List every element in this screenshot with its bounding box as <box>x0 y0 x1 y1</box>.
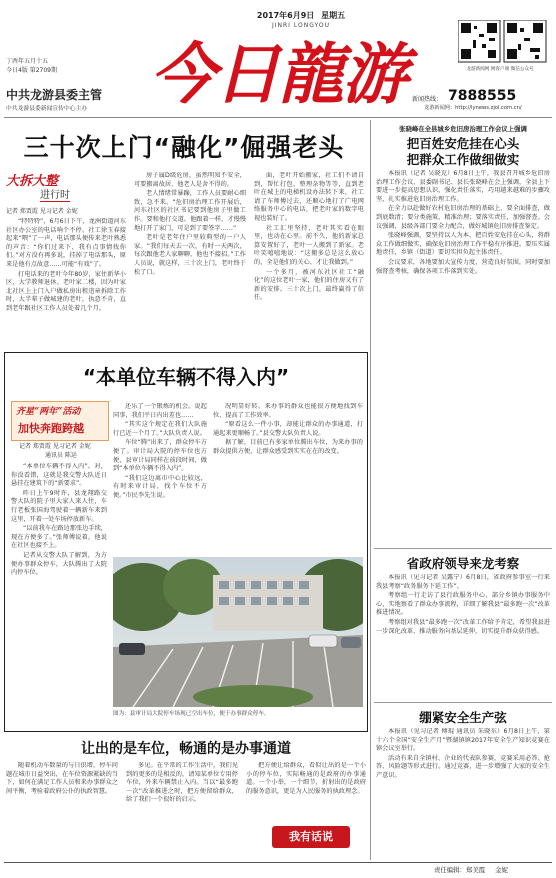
paragraph: 还乐了一个锻炼的机会。说起同事，我们平日内出差也…… <box>113 403 207 419</box>
issue-date <box>236 10 366 21</box>
paragraph: 面，老叶开始搬家，社工们不请自到，帮忙打包、整理杂物等等，直到老叶在城上的电梯机设办法转下来，社工请了车师傅过去，还顺心地打了广电网络服务中心的电话，把老叶家的数字电视也装好了。 <box>254 172 364 222</box>
paragraph: 随着机动车数量的与日俱增，停车问题在城市日益突出，在车位资源紧缺的当下，如何在满足工作人员和来办事群众之间平衡，考验着政府公仆的执政智慧。 <box>6 762 118 795</box>
article-right-2 <box>374 550 552 700</box>
paragraph: “以前我车在路边那张边手续，现在方便多了。”张师傅说着，他说在社区也接不上。 <box>11 525 107 550</box>
paragraph: 记者从交警大队了解到，为方便办事群众停车，大队腾出了大院内停车位。 <box>11 551 107 577</box>
right2-headline: 省政府领导来龙考察 <box>406 556 520 571</box>
tag-subtitle: 进行时 <box>40 186 70 202</box>
paragraph: 张晓峰强调，要坚持以人为本，把百姓安危挂在心头，将群众工作做细做实，确保危旧房治理工作平稳有序推进。要压实属地责任，乡镇（街道）要切实担负起主体责任。 <box>376 232 550 257</box>
paragraph: 况明显好转。来办事的群众也能很方便地找到车位，提高了工作效率。 <box>213 403 363 419</box>
paragraph: 考察组一行走访了县行政服务中心、部分乡镇办事服务中心，实地察看了群众办事流程，详细了解我县“最多跑一次”改革推进情况。 <box>376 592 550 617</box>
right3-body <box>376 728 550 850</box>
box-byline-a: 记者 郑贾霞 见习记者 金妮 <box>19 443 91 450</box>
hotline-number: 7888555 <box>448 88 517 104</box>
website: 龙游新闻网：http://lynews.zjol.com.cn/ <box>424 105 522 111</box>
paragraph: 本报讯（见习记者 吴露宁）6月8日，省政府参事室一行来我县考察“政务服务下延工作”。 <box>376 574 550 590</box>
box-col-1 <box>11 463 107 727</box>
paragraph: 本报讯（见习记者 傅琨 通讯员 朱晓东）6月8日上午，第十六个全国“安全生产月”暨湖镇镇2017年安全生产知识竞赛在镇会议室举行。 <box>376 728 550 753</box>
article-bottom <box>4 736 368 856</box>
paragraph: 社工汇里坚持，老叶其实看在眼里，也动在心里。前不久，他的新家总算安置好了，老叶一人搬到了新家。老叶笑嘻嘻地说：“这搬多总是这么放心的，全是他们的关心、才让我做到。” <box>254 224 364 266</box>
article-main <box>4 120 368 352</box>
paragraph: 多见。在平常的工作生活中，我们见到的更多的是相反的，请知某单位专用停车位，外来车辆禁止入内。当以“最多跑一次”改革推进之时，把方便留给群众，给了我们一个很好的启示。 <box>126 762 238 804</box>
main-col-2 <box>134 172 246 350</box>
footer-editor <box>434 865 508 874</box>
qr-code-block <box>458 20 548 66</box>
main-headline: 三十次上门“融化”倔强老头 <box>23 133 345 162</box>
column-tag <box>6 170 90 206</box>
pinyin-title: JINRI LONGYOU <box>271 22 330 29</box>
paragraph: 车位“腾”出来了，群众停车方便了。审计局大院的停车位也方便，县审计局同样在前段时间，做到“本单位车辆不得入内”。 <box>113 439 207 473</box>
right1-headline-2: 把群众工作做细做实 <box>406 152 520 167</box>
paragraph: 活动有来自全镇村、企业的代表队参赛，竞赛采用必答、抢答、风险题等形式进行。通过竞赛，进一步增强了大家的安全生产意识。 <box>376 754 550 779</box>
paragraph: 本报讯（记者 吴晓克）6月8日上午，我县召开城乡危旧房治理工作会议，县委副书记、县长张晓峰在会上强调，全县上下要进一步提高思想认识，强化责任落实，巧用越来越难的步骤攻坚，扎实推进危旧房治理工作。 <box>376 170 550 203</box>
right-divider-1 <box>374 548 552 549</box>
bottom-headline: 让出的是车位，畅通的是办事通道 <box>81 741 291 757</box>
box-col-2 <box>113 403 207 553</box>
box-headline: “本单位车辆不得入内” <box>82 365 290 389</box>
masthead <box>0 0 556 118</box>
article-right-1 <box>374 120 552 560</box>
article-box <box>4 352 368 732</box>
banner-line-2: 加快奔跑跨越 <box>18 422 84 435</box>
right1-kicker: 张晓峰在全县城乡危旧房治理工作会议上强调 <box>399 125 527 133</box>
paragraph: “特特特”，6月6日下午，龙洲街道河东社区办公室的电话响个不停。社工徐玉春接起来“喂”了一声，电话那头便传来老叶熟悉的声音：“你们过来下，我有点事情找你们。”对方没有再多说，挂掉了电话那头，原来是他有点故意……可能“有戏”了。 <box>6 218 126 268</box>
bottom-col-1 <box>6 762 118 854</box>
banner-line-1: 齐星“两年”活动 <box>16 407 81 417</box>
box-col-3 <box>213 403 363 513</box>
proofreader-name: 金妮 <box>495 866 508 874</box>
publisher-sub: 中共龙游县委新闻宣传中心主办 <box>6 106 88 112</box>
right3-headline: 绷紧安全生产弦 <box>419 710 507 725</box>
paragraph: “我们这边离市中心比较远，有时来审计局，找个车位不方便。”市民李先生说。 <box>113 474 207 499</box>
photo-image <box>113 557 363 707</box>
main-col-3 <box>254 172 364 350</box>
bottom-col-3 <box>246 762 366 820</box>
right-divider-2 <box>374 702 552 703</box>
paragraph: 据了解，目前已有多家单位腾出车位，为来办事的群众提供方便，让群众感受到实实在在的改变。 <box>213 439 363 455</box>
issue-number: 今日4版 第2709期 <box>6 67 57 74</box>
paragraph: 一个多月，被河东社区社工“融化”的这位老叶一家，他们的住房又有了新的安排。三十次上门，最终赢得了信任。 <box>254 268 364 302</box>
lunar-date: 丁酉年五月十五 <box>6 58 49 65</box>
right1-body <box>376 170 550 554</box>
weekday: 星期五 <box>321 11 346 20</box>
paragraph: 考察组对我县“最多跑一次”改革工作给予肯定，希望我县进一步深化改革，推动服务向基层延伸，切实提升群众获得感。 <box>376 618 550 635</box>
paragraph: 打电话来的老叶今年80岁，家住新华小区，大学教师退休。老叶家二楼，因为叶家北社区上上门入户做私房出租违章拆除工作时，大半辈子做城建的老叶，执意不肯，直到老年跟社区工作人员处着几个月。 <box>6 270 126 312</box>
paragraph: 在全力以赴做好农村危旧房治理的基础上，要全面排查，做到底数清；要分类施策，精准治理；要落实责任，加强督查。会议强调，县级各部门要全力配合，做好城镇危旧房排查鉴定。 <box>376 205 550 230</box>
date: 2017年6月9日 <box>256 11 315 20</box>
comment-stamp: 我有话说 <box>272 826 350 848</box>
box-byline-b: 通讯员 陈运 <box>45 452 77 459</box>
column-divider <box>370 120 371 860</box>
paragraph: 把方便让给群众，看似让出的是一个小小的停车位，实际畅通的是政府的办事通道。一个小举，一个细节，折射出的是政府的服务意识，更是为人民服务的执政理念。 <box>246 762 366 795</box>
paragraph: 会议要求，各地要加大宣传力度，营造良好氛围，同时要加强督查考核，确保各项工作落到实处。 <box>376 258 550 275</box>
footer-rule <box>4 862 552 863</box>
parking-lot-photo <box>113 557 363 707</box>
paragraph: 房子属D级危房，虽然明知不安全，可要搬离故居，他老人是舍不得的。 <box>134 172 246 188</box>
photo-caption: 图为：县审计局大院停车场现已空出车位，便于办事群众停车。 <box>113 711 270 717</box>
qr-caption: 龙游新闻网 网客户端 微信公众号 <box>466 67 534 72</box>
newspaper-title: 今日龍游 <box>150 35 406 113</box>
editor-name: 责任编辑：郑美霞 <box>434 866 486 874</box>
qr-code-icon <box>458 20 548 66</box>
tag-title: 大拆大整 <box>6 174 59 189</box>
right1-headline-1: 把百姓安危挂在心头 <box>406 136 520 151</box>
bottom-col-2 <box>126 762 238 854</box>
paragraph: 老人情绪常暴躁，工作人员要耐心细致，急不来。“危旧房治理工作开展后，河东社区的社区书记要到他房子里做工作。要和他打交道。他跟着一样，才慢慢地打开了家门，可是到了要签字……” <box>134 190 246 232</box>
paragraph: “其实这个规定在我们大队施行已近一个月了。”大队负责人说。 <box>113 421 207 437</box>
paragraph: “本单位车辆不得入内”。对，你没看错，这就是我交警大队近日悬挂在建筑下的“新要求”。 <box>11 463 107 488</box>
paragraph: “原看这么一件小事，却能让群众的办事通道，打通起来更顺畅了。”县交警大队负责人说。 <box>213 421 363 437</box>
publisher-name: 中共龙游县委主管 <box>6 88 103 102</box>
main-col-1 <box>6 218 126 350</box>
right2-body <box>376 574 550 698</box>
main-byline: 记者 郑贾霞 见习记者 金妮 <box>6 208 78 215</box>
paragraph: 昨日上午9时许，县龙翔路交警大队的院子里大家人来人往，车行老板张国海驾驶着一辆新车来到这里，开着一处车场停放新车。 <box>11 489 107 523</box>
masthead-divider <box>4 117 552 118</box>
article-right-3 <box>374 704 552 854</box>
campaign-banner <box>11 401 109 441</box>
paragraph: 老叶是老年住户里较典型的一户人家。“我们每天去一次，有时一天两次，每次跟他老人家聊聊，他也不接招。”工作人员说，就这样，三十次上门，老叶终于松了口。 <box>134 234 246 276</box>
hotline-label: 新闻热线： <box>412 96 443 103</box>
